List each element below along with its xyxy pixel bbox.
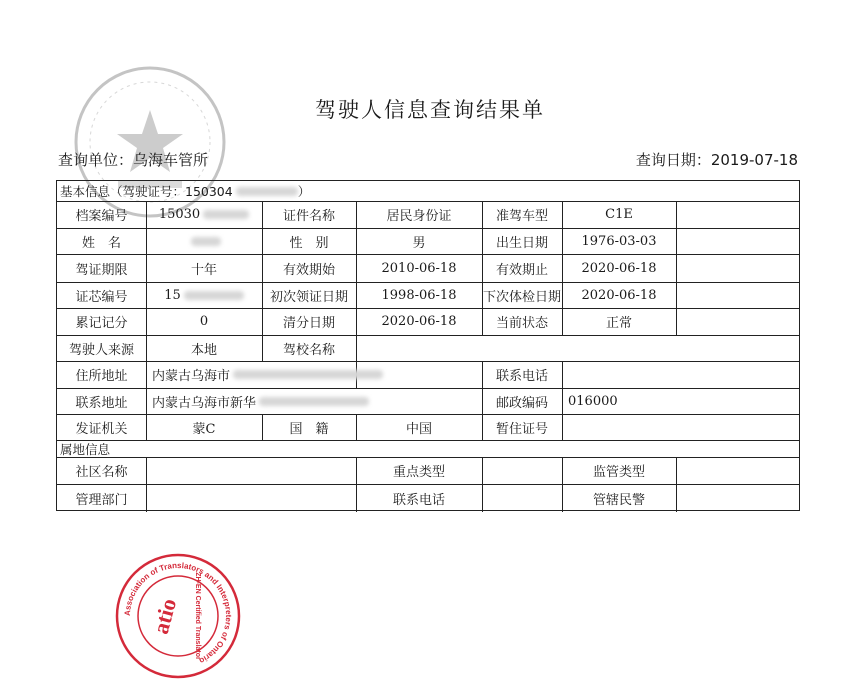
name-label: 姓 名: [81, 235, 121, 251]
source-value: 本地: [190, 342, 217, 358]
status-label: 当前状态: [495, 316, 548, 331]
contact-address-label: 联系地址: [75, 395, 128, 411]
residence-permit-label: 暂住证号: [495, 421, 548, 437]
phone-label: 联系电话: [495, 369, 548, 384]
nationality-label: 国 籍: [289, 421, 329, 437]
issuer-label: 发证机关: [75, 421, 128, 437]
territory-phone-label: 联系电话: [392, 492, 445, 508]
community-label: 社区名称: [75, 465, 128, 480]
translator-certification-stamp: [114, 552, 242, 680]
valid-from-label: 有效期始: [282, 262, 335, 278]
period-label: 驾证期限: [75, 262, 128, 278]
stamp-cert-text: ZH-EN Certified Translator: [194, 572, 201, 660]
query-date: 查询日期：2019-07-18: [635, 151, 798, 169]
status-value: 正常: [605, 316, 632, 331]
gender-label: 性 别: [289, 235, 329, 251]
redacted-core-no: [184, 291, 244, 300]
core-no-text: 15: [164, 287, 181, 303]
next-exam-value: 2020-06-18: [581, 287, 657, 303]
birth-label: 出生日期: [495, 235, 548, 251]
points-label: 累记记分: [75, 316, 128, 331]
document-title: 驾驶人信息查询结果单: [315, 98, 545, 122]
core-no-value: [146, 282, 262, 308]
basic-info-header: [57, 181, 801, 201]
address-label: 住所地址: [75, 369, 128, 384]
basic-info-header-text: 基本信息（驾驶证号：150304: [60, 184, 233, 199]
territory-header: 属地信息: [60, 441, 111, 457]
clear-date-value: 2020-06-18: [381, 314, 457, 329]
redacted-address: [233, 370, 383, 379]
period-value: 十年: [190, 262, 217, 278]
address-text: 内蒙古乌海市: [152, 369, 231, 384]
first-issue-value: 1998-06-18: [381, 287, 457, 303]
name-value: [146, 228, 262, 254]
cert-name-label: 证件名称: [282, 209, 335, 224]
source-label: 驾驶人来源: [68, 342, 134, 358]
supervision-type-label: 监管类型: [592, 465, 645, 480]
stamp-ring-text: Association of Translators and Interpreters of Ontario: [122, 560, 234, 666]
file-no-value: [146, 201, 262, 228]
points-value: 0: [199, 314, 209, 329]
contact-address-value: [146, 388, 482, 414]
school-label: 驾校名称: [282, 342, 335, 358]
driver-info-table: [56, 180, 800, 511]
valid-to-label: 有效期止: [495, 262, 548, 278]
valid-to-value: 2020-06-18: [581, 260, 657, 276]
cert-name-value: 居民身份证: [386, 209, 452, 224]
vehicle-class-label: 准驾车型: [495, 209, 548, 224]
stamp-center-text: atio: [147, 595, 182, 637]
address-value: [146, 361, 482, 388]
vehicle-class-value: C1E: [605, 207, 633, 222]
police-label: 管辖民警: [592, 492, 645, 508]
contact-address-text: 内蒙古乌海市新华: [152, 395, 257, 411]
valid-from-value: 2010-06-18: [381, 260, 457, 276]
query-org: 查询单位：乌海车管所: [58, 151, 209, 169]
postcode-value: 016000: [568, 393, 618, 409]
dept-label: 管理部门: [75, 492, 128, 508]
redacted-contact-address: [259, 397, 369, 406]
core-no-label: 证芯编号: [75, 289, 128, 305]
postcode-label: 邮政编码: [495, 395, 548, 411]
file-no-text: 15030: [158, 207, 201, 222]
gender-value: 男: [412, 235, 426, 251]
redacted-file-no: [203, 210, 249, 219]
issuer-value: 蒙C: [192, 421, 216, 437]
nationality-value: 中国: [405, 421, 432, 437]
redacted-name: [191, 237, 221, 246]
redacted-license-no: [236, 187, 298, 196]
basic-info-header-close: ）: [297, 184, 311, 199]
file-no-label: 档案编号: [75, 209, 128, 224]
next-exam-label: 下次体检日期: [482, 289, 561, 305]
birth-value: 1976-03-03: [581, 233, 657, 249]
key-type-label: 重点类型: [392, 465, 445, 480]
first-issue-label: 初次领证日期: [269, 289, 348, 305]
clear-date-label: 清分日期: [282, 316, 335, 331]
